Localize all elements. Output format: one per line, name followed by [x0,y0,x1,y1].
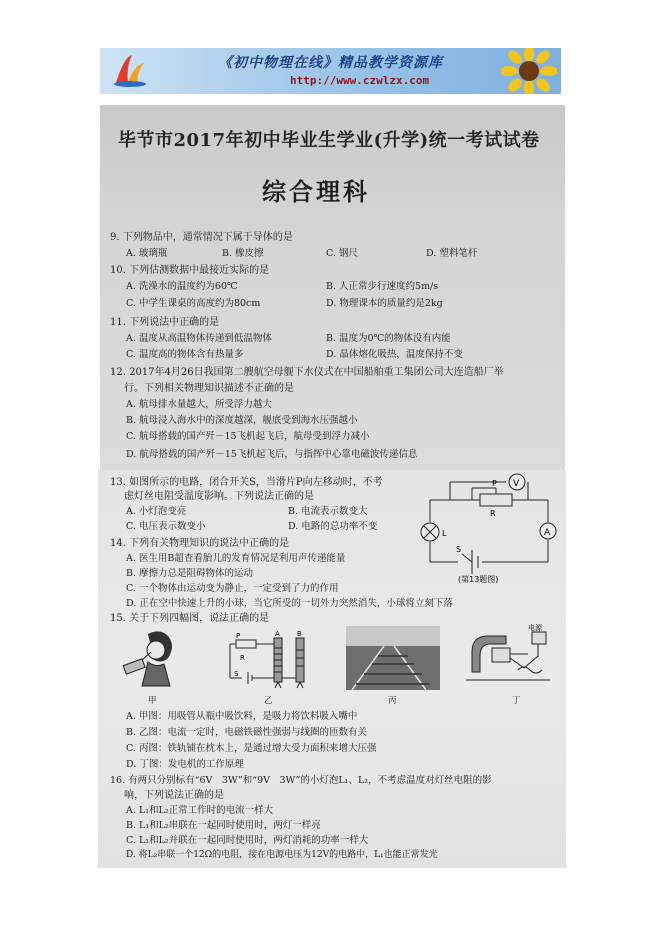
question-stem: 14. 下列有关物理知识的说法中正确的是 [110,538,290,549]
question-stem: 12. 2017年4月26日我国第二艘航空母舰下水仪式在中国船舶重工集团公司大连造船厂举 [110,367,504,378]
figure-jia-drinking-straw [118,628,188,690]
option: B. 橡皮擦 [222,248,264,259]
question-stem: 11. 下列说法中正确的是 [110,317,220,328]
option: D. 将L₂串联一个12Ω的电阻，接在电源电压为12V的电路中，L₁也能正常发光 [126,850,438,860]
option: C. 一个物体由运动变为静止，一定受到了力的作用 [126,583,339,594]
option: D. 航母搭载的国产歼－15飞机起飞后，与指挥中心靠电磁波传递信息 [126,449,418,460]
option: B. 电流表示数变大 [288,506,368,517]
option: D. 物理课本的质量约是2kg [326,298,443,309]
resistor-label: R [240,654,245,662]
option: B. L₁和L₂串联在一起同时使用时，两灯一样亮 [126,820,321,831]
figure-caption-ding: 丁 [512,696,521,706]
option: A. L₁和L₂正常工作时的电流一样大 [126,805,274,816]
question-stem: 虑灯丝电阻受温度影响。下列说法正确的是 [124,491,314,502]
option: A. 航母排水量越大，所受浮力越大 [126,399,272,410]
q13-figure-caption: (第13题图) [458,575,499,584]
slider-label: P [492,479,497,488]
figure-yi-electromagnet [220,628,320,690]
banner-title: 《初中物理在线》精品教学资源库 [218,55,443,71]
option: B. 人正常步行速度约5m/s [326,281,439,292]
figure-caption-yi: 乙 [264,696,273,706]
resistor-label: R [490,509,496,518]
option: D. 电路的总功率不变 [288,521,378,532]
option: A. 玻璃瓶 [126,248,168,259]
site-logo-icon [110,53,150,89]
option: A. 甲图：用吸管从瓶中吸饮料，是吸力将饮料吸入嘴中 [126,711,358,722]
option: A. 洗澡水的温度约为60℃ [126,281,238,292]
magnet-b-label: B [297,630,302,638]
site-banner [100,48,561,94]
switch-label: S [234,670,239,678]
question-stem: 13. 如图所示的电路，闭合开关S，当滑片P向左移动时，不考 [110,477,383,488]
question-stem: 10. 下列估测数据中最接近实际的是 [110,265,270,276]
option: C. 钢尺 [326,248,358,259]
option: B. 摩擦力总是阻碍物体的运动 [126,568,254,579]
option: C. 中学生课桌的高度约为80cm [126,298,261,309]
slider-label: P [236,632,241,640]
figure-caption-jia: 甲 [148,696,157,706]
exam-subtitle: 综合理科 [262,178,370,206]
voltmeter-label: V [513,479,520,489]
option: A. 医生用B超查看胎儿的发育情况是利用声传递能量 [126,553,346,564]
exam-title: 毕节市2017年初中毕业生学业(升学)统一考试试卷 [118,130,540,151]
question-stem: 响，下列说法正确的是 [124,790,224,801]
switch-label: S [456,545,462,554]
option: D. 正在空中快速上升的小球，当它所受的一切外力突然消失，小球将立刻下落 [126,598,453,609]
figure-caption-bing: 丙 [388,696,397,706]
option: B. 乙图：电流一定时，电磁铁磁性强弱与线圈的匝数有关 [126,727,368,738]
option: A. 小灯泡变亮 [126,506,187,517]
option: C. L₁和L₂并联在一起同时使用时，两灯消耗的功率一样大 [126,835,369,846]
figure-ding-motor-device [462,622,554,688]
ammeter-label: A [544,528,551,538]
lamp-label: L [442,529,447,538]
sunflower-icon [501,48,557,94]
option: D. 塑料笔杆 [426,248,478,259]
option: D. 晶体熔化吸热，温度保持不变 [326,349,463,360]
option: D. 丁图：发电机的工作原理 [126,759,244,770]
banner-url[interactable]: http://www.czwlzx.com [290,74,430,87]
option: B. 温度为0℃的物体没有内能 [326,333,451,344]
rheostat-resistor [480,494,512,506]
figure-bing-railway-photo [346,626,440,690]
power-source-label: 电源 [528,624,542,632]
option: C. 电压表示数变小 [126,521,206,532]
question-stem: 行。下列相关物理知识描述不正确的是 [124,383,294,394]
option: C. 航母搭载的国产歼－15飞机起飞后，航母受到浮力减小 [126,431,370,442]
option: B. 航母浸入海水中的深度越深，舰底受到海水压强越小 [126,415,358,426]
option: A. 温度从高温物体传递到低温物体 [126,333,272,344]
question-stem: 16. 有两只分别标有“6V 3W”和“9V 3W”的小灯泡L₁、L₂，不考虑温度对灯丝电阻的影 [110,775,492,786]
question-stem: 9. 下列物品中，通常情况下属于导体的是 [110,232,293,243]
magnet-a-label: A [275,630,280,638]
q13-circuit-diagram [410,470,560,585]
question-stem: 15. 关于下列四幅图，说法正确的是 [110,613,270,624]
option: C. 丙图：铁轨铺在枕木上，是通过增大受力面积来增大压强 [126,743,377,754]
option: C. 温度高的物体含有热量多 [126,349,244,360]
